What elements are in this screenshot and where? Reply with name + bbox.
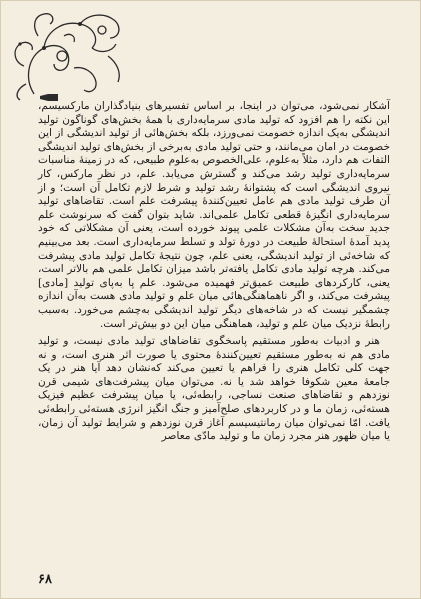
paragraph: آشکار نمی‌شود، می‌توان در اینجا، بر اساس تفسیرهای بنیادگذاران مارکسیسم، این نکته را هم افزود که تولید مادی سرمایه‌داری با همهٔ بخش‌های گوناگون تولید اندیشگی به‌یک اندازه خصومت نمی‌ورزد، بلکه بخش‌هائی از تولید اندیشگی از این خصومت در امان می‌مانند، و حتی تولید مادی به‌برخی از بخش‌های تولید اندیشگی التفات هم دارد، مثلاً به‌علوم، علی‌الخصوص به‌علوم طبیعی، که در زمینهٔ مناسبات سرمایه‌داری تولید رشد می‌کند و گسترش می‌یابد. علم، در نظر مارکس، کار نیروی اندیشگی است که پشتوانهٔ رشد تولید و شرط لازم تکامل آن است؛ و از آن طرف تولید مادی هم عامل تعیین‌کنندهٔ پیشرفت علم است. تقاضاهای تولید سرمایه‌داری انگیزهٔ قطعی تکامل علمی‌اند. شاید بتوان گفت که سرنوشت علم جدید سخت به‌آن مشکلات علمی پیوند خورده است، یعنی آن مشکلاتی که خود پدید آمدهٔ استحالهٔ طبیعت در دورهٔ تولد و تسلط سرمایه‌داری است. بعد می‌بینیم که شاخه‌ئی از تولید اندیشگی، یعنی علم، چون نتیجهٔ تکامل تولید مادی پیشرفت می‌کند. هرچه تولید مادی تکامل یافته‌تر باشد میزان تکامل علمی هم بالاتر است، یعنی، کارکردهای طبیعت عمیق‌تر فهمیده می‌شود. علم پا به‌پای تولید [مادی] پیشرفت می‌کند، و اگر ناهماهنگی‌هائی میان علم و تولید مادی هست به‌آن اندازه چشمگیر نیست که در شاخه‌های دیگر تولید اندیشگی به‌چشم می‌خورد. به‌سبب رابطهٔ نزدیک میان علم و تولید، هماهنگی میان این دو بیش‌تر است. [38,100,390,330]
body-text [38,100,390,560]
paragraph: هنر و ادبیات به‌طور مستقیم پاسخگوی تقاضاهای تولید مادی نیست، و تولید مادی هم نه به‌طور مستقیم تعیین‌کنندهٔ محتوی یا صورت اثر هنری است، و نه جهت کلی تکامل هنری را فراهم یا تعیین می‌کند که‌نشان دهد آیا هنر در یک جامعهٔ معین شکوفا خواهد شد یا نه. می‌توان میان پیشرفت‌های شیمی قرن نوزدهم و تقاضاهای صنعت نساجی، رابطه‌ئی، یا میان پیشرفت عظیم فیزیک هسته‌ئی، زمان ما و در کاربردهای صلح‌آمیز و جنگ انگیز انرژی هسته‌ئی رابطه‌ئی یافت. امّا نمی‌توان میان رمانتیسیسم آغاز قرن نوزدهم و شرایط تولید آن زمان، یا میان ظهور هنر مجرد زمان ما و تولید مادّی معاصر [38,335,390,443]
page-number: ۶۸ [38,572,52,587]
decorative-initial-ornament [4,6,132,102]
